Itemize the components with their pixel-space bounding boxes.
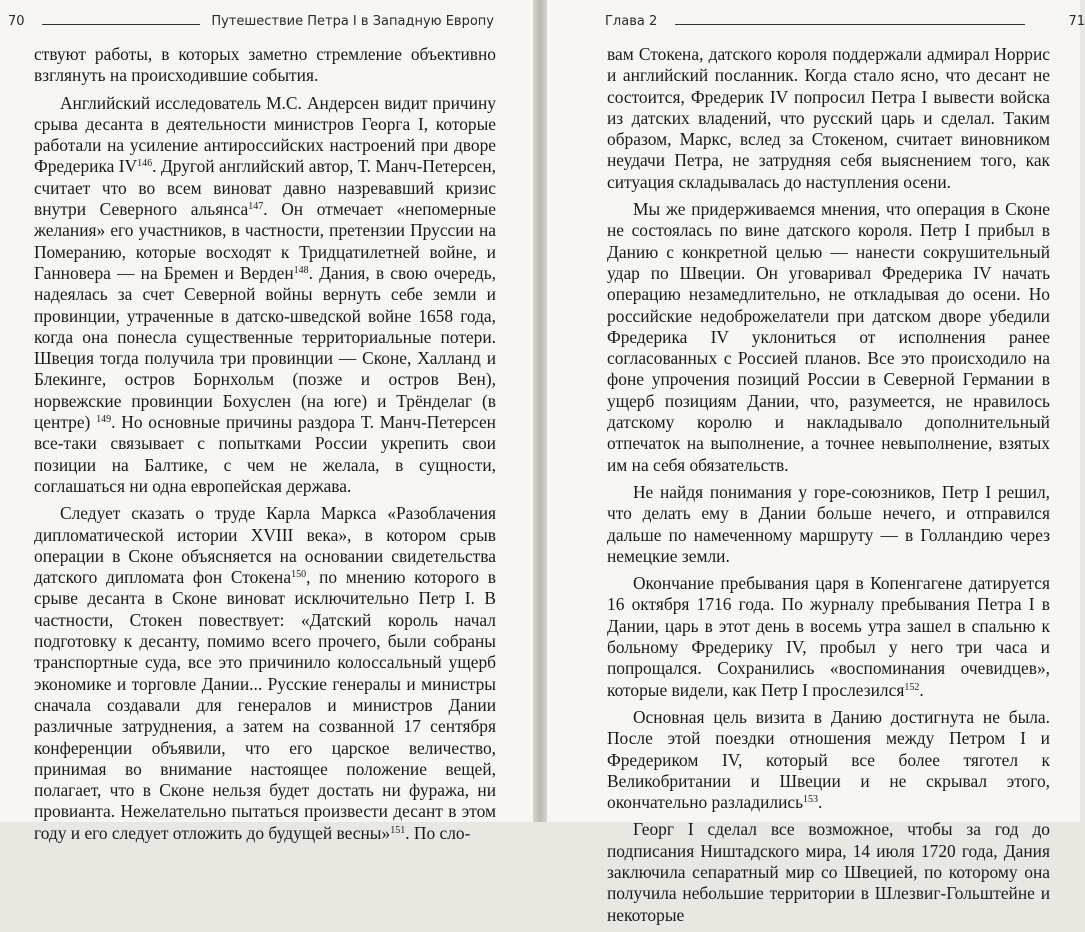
footnote-ref: 153 [803,794,819,806]
left-page [0,0,533,843]
footnote-ref: 149 [96,414,112,426]
left-page-header [8,14,494,32]
paragraph [607,44,1050,193]
text-segment: . [818,792,823,813]
text-segment: Мы же придерживаемся мнения, что операция в Сконе не состоялась по вине датского короля. Петр I прибыл в Данию с конкретной целью — нанести сокрушительный удар по Швеции. Он уговаривал Фредерика IV начать операцию незамедлительно, не откладывая до осени. Но российские недоброжелатели при датском дворе убедили Фредерика IV уклониться от исполнения ранее согласованных с Россией планов. Все это происходило на фоне упрочения позиций России в Северной Германии в ущерб позициям Дании, что, разумеется, не нравилось датскому королю и накладывало дополнительный отпечаток на выполнение, а точнее невыполнение, взятых им на себя обязательств. [607,199,1050,475]
text-segment: Основная цель визита в Данию достигнута не была. После этой поездки отношения между Петром I и Фредериком IV, который все более тяготел к Великобритании и Швеции и не скрывал этого, окончательно разладились [607,706,1050,813]
left-running-title: Путешествие Петра I в Западную Европу [211,14,494,29]
text-segment: Не найдя понимания у горе-союзников, Петр I решил, что делать ему в Дании больше нечего, и отправился дальше по намеченному маршруту — в Голландию через немецкие земли. [607,481,1050,566]
text-segment: . Другой английский автор, Т. Манч-Петерсен, считает что во всем виноват давно назревавший кризис внутри Северного альянса [34,156,496,220]
book-gutter [533,0,547,822]
left-page-body [34,44,496,850]
text-segment: . Он отмечает «непомерные желания» его участников, в частности, претензии Пруссии на Померанию, которые восходят к Тридцатилетней войне, и Ганновера — на Бремен и Верден [34,199,496,283]
paragraph [607,199,1050,476]
footnote-ref: 151 [390,824,406,836]
footnote-ref: 146 [137,158,153,170]
right-page [547,0,1085,925]
text-segment: . По сло- [405,822,471,843]
right-page-header [605,14,1085,32]
paragraph [607,707,1050,813]
header-rule [42,24,200,25]
text-segment: . Но основные причины раздора Т. Манч-Петерсен все-таки связывает с попытками России укрепить свои позиции на Балтике, с чем не желала, в сущности, соглашаться ни одна европейская держава. [34,412,496,496]
text-segment: Окончание пребывания царя в Копенгагене датируется 16 октября 1716 года. По журналу пребывания Петра I в Дании, царь в этот день в восемь утра зашел в спальню к больному Фредерику IV, пробыл у него три часа и попрощался. Сохранились «воспоминания очевидцев», которые видели, как Петр I прослезился [607,573,1050,700]
header-rule [675,24,1025,25]
paragraph [607,482,1050,567]
text-segment: ствуют работы, в которых заметно стремление объективно взглянуть на происходившие события. [34,44,496,86]
paragraph [34,503,496,844]
footnote-ref: 147 [248,201,264,213]
paragraph [34,93,496,498]
text-segment: Английский исследователь М.С. Андерсен видит причину срыва десанта в деятельности министров Георга I, которые работали на усиление антироссийских настроений при дворе Фредерика IV [34,92,496,177]
right-page-number: 71 [1068,14,1085,29]
footnote-ref: 152 [904,681,920,693]
text-segment: Георг I сделал все возможное, чтобы за год до подписания Ништадского мира, 14 июля 1720 года, Дания заключила сепаратный мир со Швецией, по которому она получила небольшие территории в Шлезвиг-Гольштейне и некоторые [607,819,1050,925]
footnote-ref: 148 [293,264,309,276]
paragraph [34,44,496,87]
paragraph [607,819,1050,925]
right-page-body [607,44,1050,932]
text-segment: Следует сказать о труде Карла Маркса «Разоблачения дипломатической истории XVIII века», в котором срыв операции в Сконе объясняется на основании свидетельства датского дипломата фон Стокена [34,503,496,588]
text-segment: , по мнению которого в срыве десанта в Сконе виноват исключительно Петр I. В частности, Стокен повествует: «Датский король начал подготовку к десанту, помимо всего прочего, были собраны транспортные суда, все это причинило колоссальный ущерб экономике и торговле Дании... Русские генералы и министры сначала создавали для генералов и министров Дании различные затруднения, а затем на созванной 17 сентября конференции объявили, что его царское величество, принимая во внимание настоящее положение вещей, полагает, что в Сконе нельзя будет достать ни фуража, ни провианта. Нежелательно пытаться произвести десант в этом году и его следует отложить до будущей весны» [34,567,496,843]
text-segment: вам Стокена, датского короля поддержали адмирал Норрис и английский посланник. Когда стало ясно, что десант не состоится, Фредерик IV попросил Петра I вывести войска из датских владений, что русский царь и сделал. Таким образом, Маркс, вслед за Стокеном, считает виновником неудачи Петра, не затрудняя себя выяснением того, как ситуация складывалась до наступления осени. [607,44,1050,192]
left-page-number: 70 [8,14,25,29]
paragraph [607,573,1050,701]
text-segment: . [919,679,924,700]
text-segment: . Дания, в свою очередь, надеялась за счет Северной войны вернуть себе земли и провинции, утраченные в датско-шведской войне 1658 года, когда она понесла существенные территориальные потери. Швеция тогда получила три провинции — Сконе, Халланд и Блекинге, остров Борнхольм (позже и остров Вен), норвежские провинции Бохуслен (на юге) и Трёнделаг (в центре) [34,262,496,433]
right-running-title: Глава 2 [605,14,658,29]
footnote-ref: 150 [291,569,307,581]
